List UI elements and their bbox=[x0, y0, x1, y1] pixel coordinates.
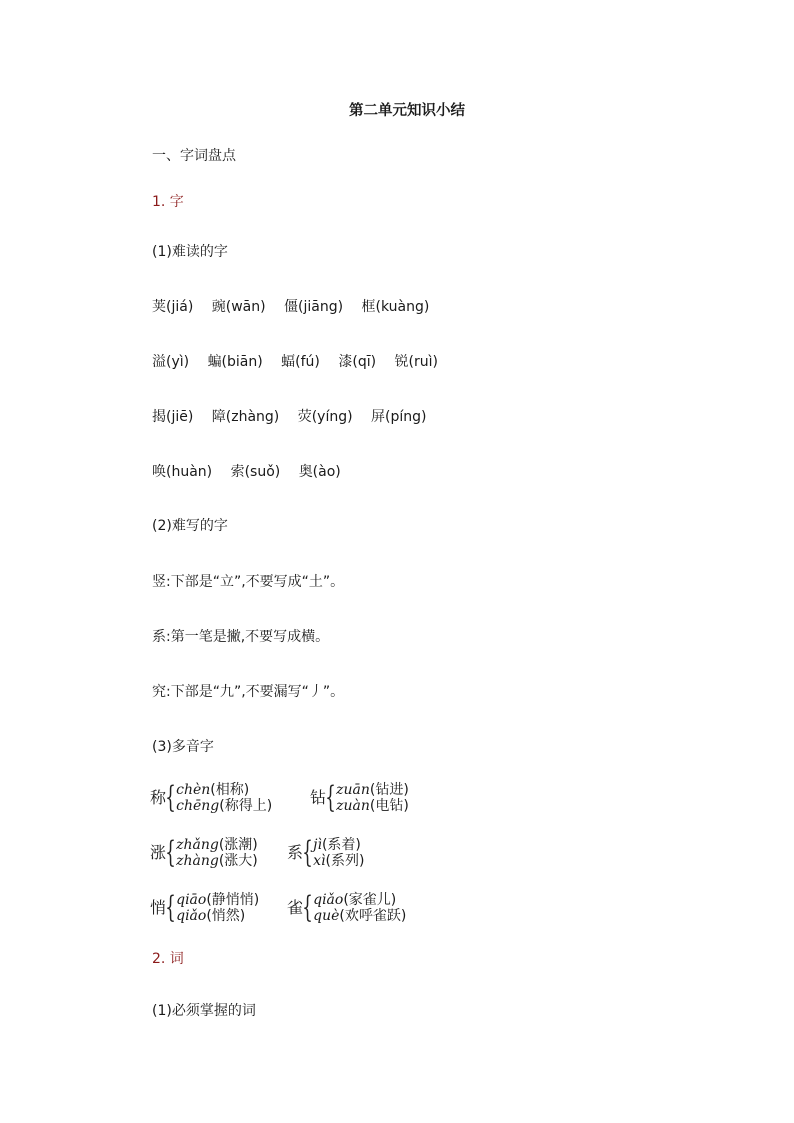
reading-item: 奥(ào) bbox=[298, 464, 341, 480]
polyphone-group bbox=[287, 892, 406, 924]
example-word: (相称) bbox=[210, 782, 250, 798]
polyphone-group bbox=[287, 837, 364, 869]
pinyin: chèn bbox=[176, 782, 211, 798]
reading-item: 豌(wān) bbox=[211, 299, 266, 315]
reading-item: 溢(yì) bbox=[152, 354, 190, 370]
reading-item: 僵(jiāng) bbox=[284, 299, 344, 315]
subheading-polyphones: (3)多音字 bbox=[152, 739, 214, 755]
example-word: (悄然) bbox=[206, 908, 246, 924]
hard-write-note: 系:第一笔是撇,不要写成横。 bbox=[152, 629, 330, 645]
reading-item: 障(zhàng) bbox=[211, 409, 280, 425]
polyphone-group bbox=[150, 837, 258, 869]
brace-icon: { bbox=[302, 890, 313, 925]
reading-item: 漆(qī) bbox=[338, 354, 377, 370]
hard-write-note: 竖:下部是“立”,不要写成“土”。 bbox=[152, 574, 345, 590]
brace-icon: { bbox=[165, 835, 176, 870]
polyphone-char: 涨 bbox=[150, 843, 167, 862]
reading-item: 唤(huàn) bbox=[152, 464, 213, 480]
polyphone-char: 悄 bbox=[150, 898, 167, 917]
pinyin: zhǎng bbox=[176, 837, 219, 853]
polyphone-char: 钻 bbox=[310, 788, 327, 807]
reading-row-2 bbox=[152, 352, 452, 372]
pinyin: qiǎo bbox=[313, 892, 344, 908]
subheading-hard-to-read: (1)难读的字 bbox=[152, 244, 228, 260]
section-heading-vocab: 一、字词盘点 bbox=[152, 148, 236, 164]
pinyin: qiāo bbox=[176, 892, 207, 908]
brace-icon: { bbox=[325, 780, 336, 815]
reading-row-4 bbox=[152, 462, 355, 482]
polyphone-group bbox=[150, 892, 259, 924]
pinyin: zuān bbox=[336, 782, 370, 798]
polyphone-group bbox=[150, 782, 272, 814]
brace-icon: { bbox=[165, 890, 176, 925]
example-word: (电钻) bbox=[369, 798, 409, 814]
example-word: (系着) bbox=[321, 837, 361, 853]
pinyin: zuàn bbox=[336, 798, 370, 814]
reading-item: 蝠(fú) bbox=[281, 354, 320, 370]
polyphone-group bbox=[310, 782, 409, 814]
subheading-words: 2. 词 bbox=[152, 951, 184, 967]
pinyin: zhàng bbox=[176, 853, 219, 869]
example-word: (称得上) bbox=[219, 798, 273, 814]
polyphone-char: 系 bbox=[287, 843, 304, 862]
subheading-must-master-words: (1)必须掌握的词 bbox=[152, 1003, 256, 1019]
example-word: (家雀儿) bbox=[343, 892, 397, 908]
pinyin: chēng bbox=[176, 798, 220, 814]
brace-icon: { bbox=[165, 780, 176, 815]
example-word: (静悄悄) bbox=[206, 892, 260, 908]
reading-item: 索(suǒ) bbox=[230, 464, 281, 480]
reading-item: 揭(jiē) bbox=[152, 409, 194, 425]
example-word: (欢呼雀跃) bbox=[339, 908, 407, 924]
brace-icon: { bbox=[302, 835, 313, 870]
example-word: (涨大) bbox=[218, 853, 258, 869]
reading-row-3 bbox=[152, 407, 441, 427]
polyphone-char: 称 bbox=[150, 788, 167, 807]
page-title: 第二单元知识小结 bbox=[349, 103, 465, 119]
pinyin: xì bbox=[313, 853, 326, 869]
example-word: (钻进) bbox=[369, 782, 409, 798]
polyphone-char: 雀 bbox=[287, 898, 304, 917]
reading-item: 屏(píng) bbox=[371, 409, 427, 425]
reading-item: 荧(yíng) bbox=[297, 409, 353, 425]
example-word: (系列) bbox=[325, 853, 365, 869]
pinyin: jì bbox=[313, 837, 322, 853]
reading-item: 锐(ruì) bbox=[394, 354, 438, 370]
example-word: (涨潮) bbox=[218, 837, 258, 853]
hard-write-note: 究:下部是“九”,不要漏写“丿”。 bbox=[152, 684, 345, 700]
reading-item: 框(kuàng) bbox=[361, 299, 430, 315]
reading-item: 荚(jiá) bbox=[152, 299, 194, 315]
subheading-characters: 1. 字 bbox=[152, 194, 184, 210]
reading-row-1 bbox=[152, 297, 443, 317]
reading-item: 蝙(biān) bbox=[207, 354, 263, 370]
subheading-hard-to-write: (2)难写的字 bbox=[152, 518, 228, 534]
pinyin: qiǎo bbox=[176, 908, 207, 924]
pinyin: què bbox=[313, 908, 340, 924]
